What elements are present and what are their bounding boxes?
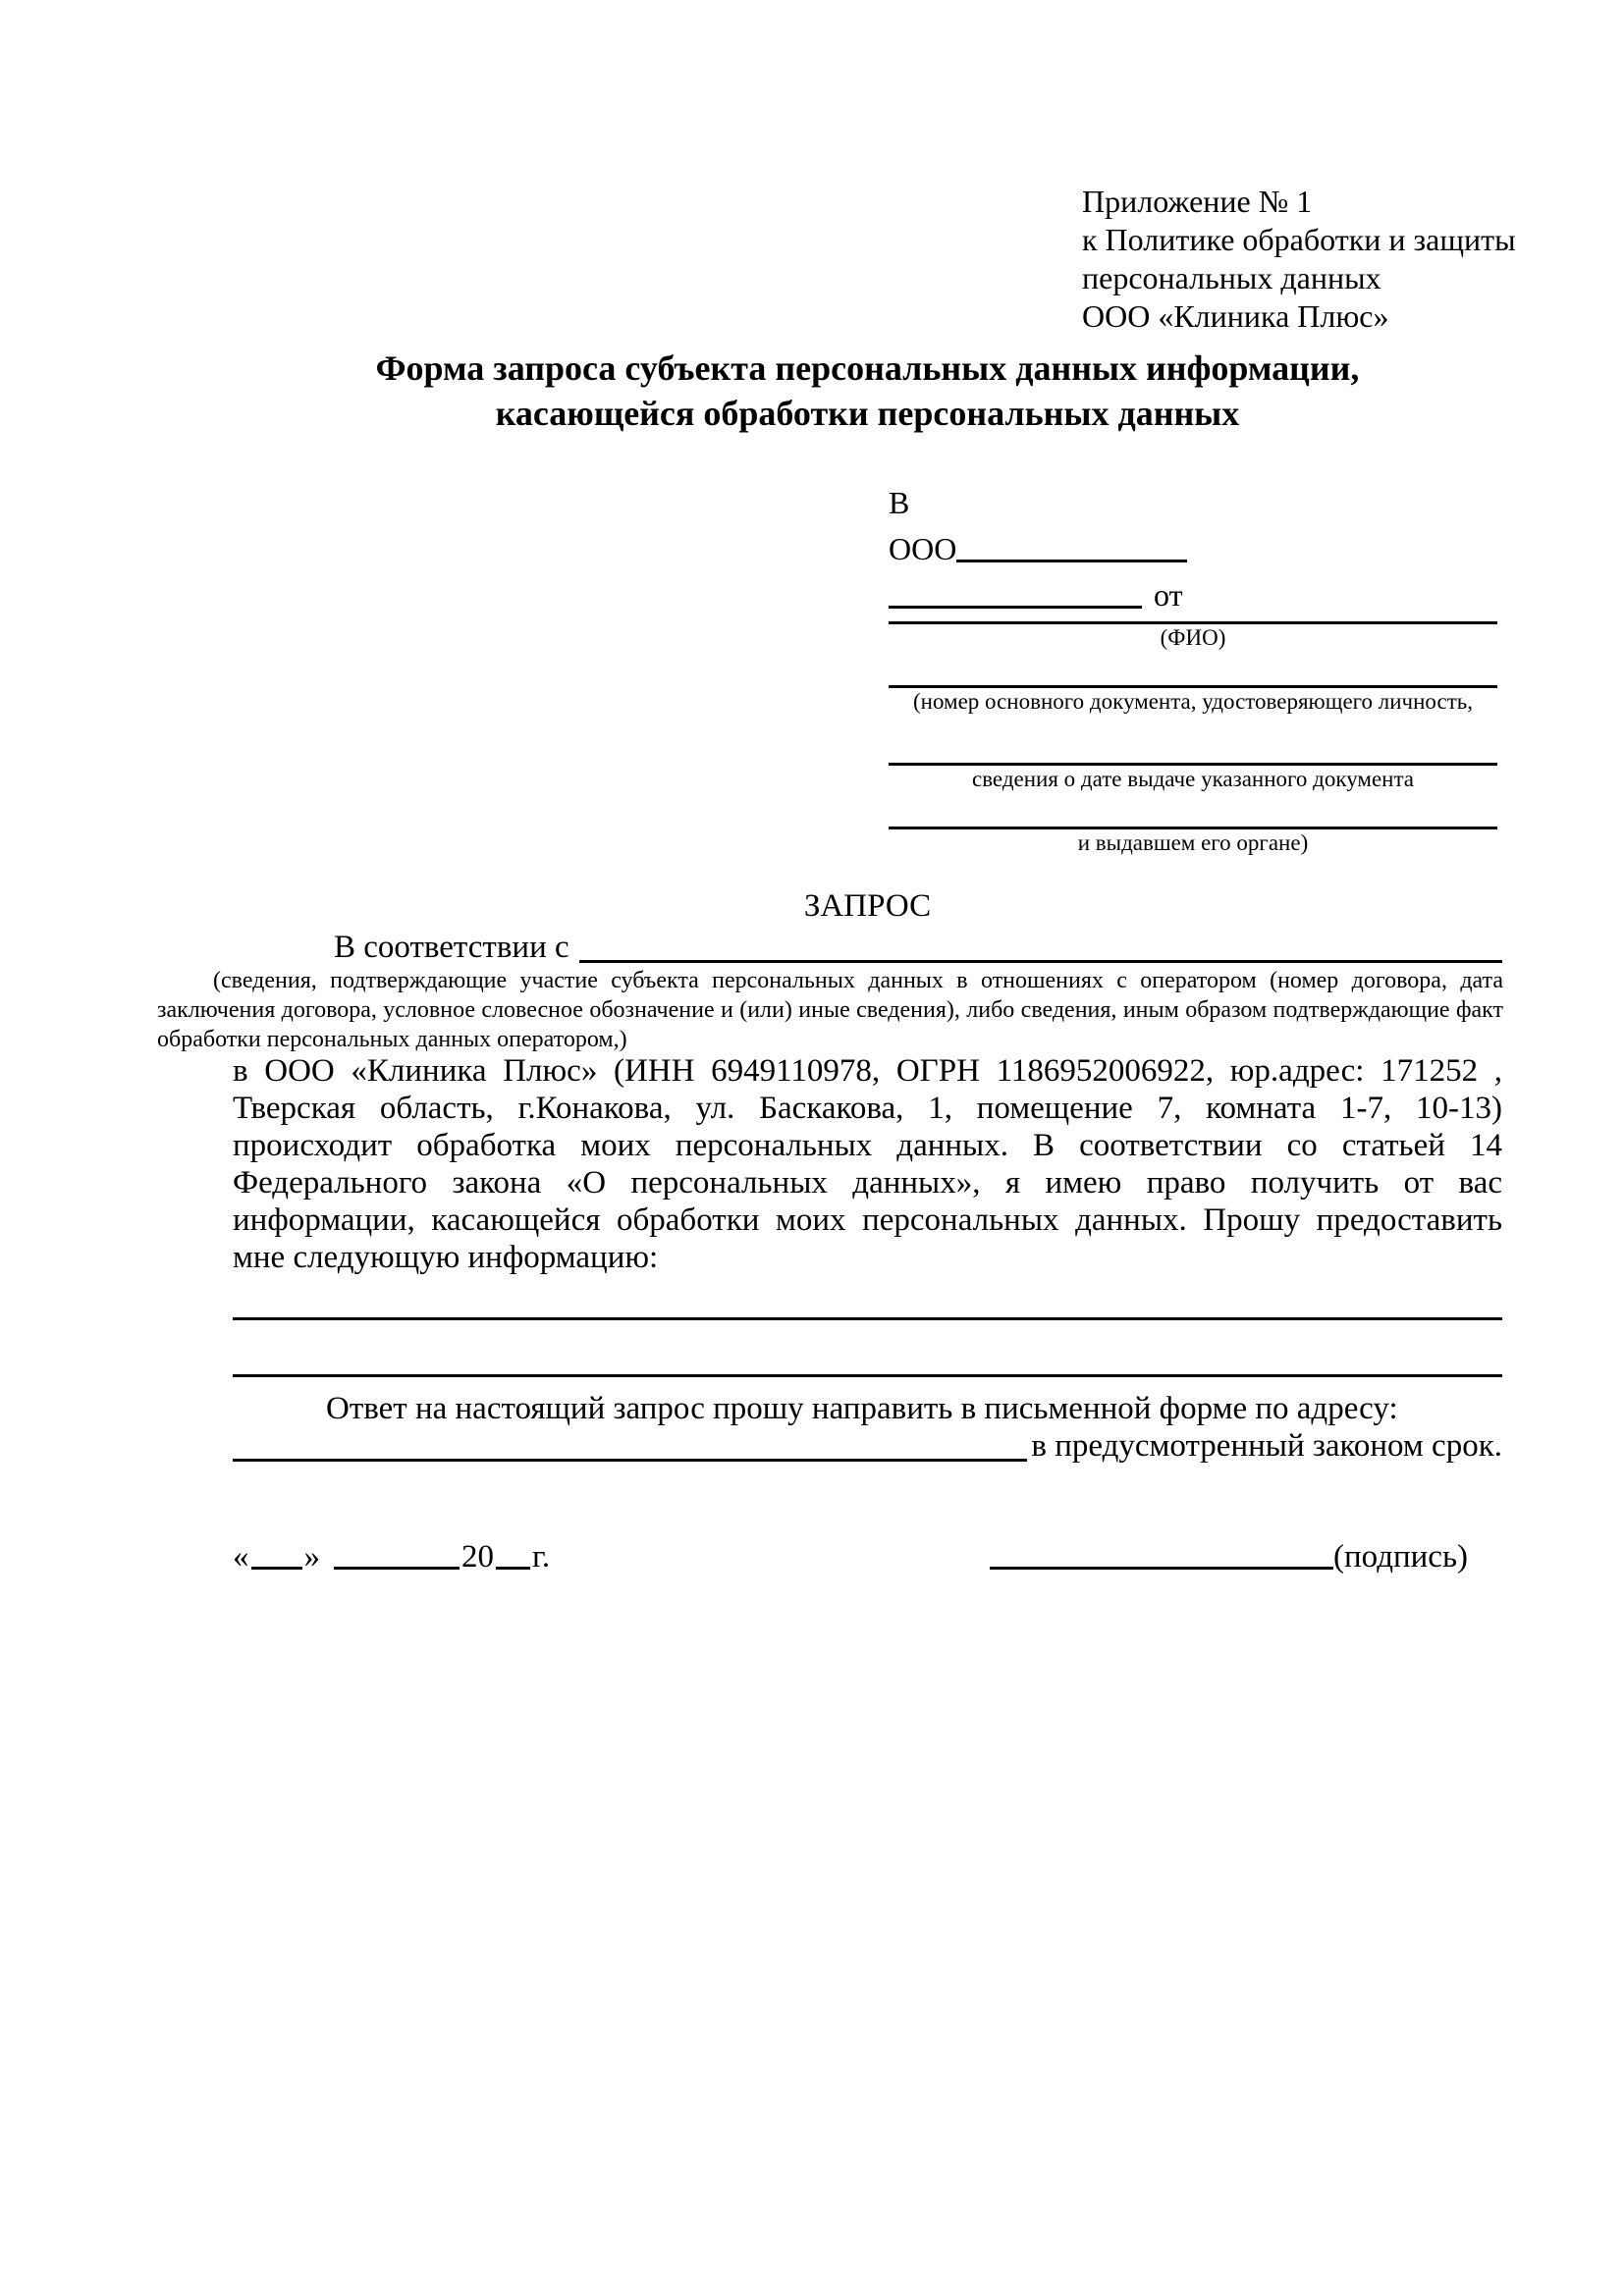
info-blank-field: [233, 1317, 1502, 1320]
reply-address-line: [233, 1425, 1502, 1467]
date-group: [233, 1531, 550, 1577]
from-blank-field: [889, 574, 1142, 609]
reply-suffix: в предусмотренный законом срок.: [1031, 1428, 1502, 1464]
date-year-suffix: г.: [532, 1539, 551, 1575]
issue-date-caption: сведения о дате выдаче указанного документа: [971, 767, 1415, 791]
issuer-caption: и выдавшем его органе): [1077, 830, 1309, 855]
date-day-blank-field: [251, 1534, 302, 1570]
org-name-blank-field: [956, 528, 1187, 562]
date-year-prefix: 20: [461, 1539, 494, 1575]
date-month-blank-field: [334, 1534, 460, 1570]
signature-blank-field: [990, 1534, 1333, 1570]
fio-blank-field: [889, 617, 1497, 624]
date-quote-close: »: [303, 1539, 320, 1575]
document-title-line: касающейся обработки персональных данных: [495, 394, 1240, 433]
doc-number-caption: (номер основного документа, удостоверяющего личность,: [912, 689, 1473, 714]
addressee-org-prefix: ООО: [889, 531, 957, 566]
doc-number-blank-field: [889, 681, 1497, 688]
addressee-to-prefix: В: [889, 485, 910, 520]
accordance-blank-field: [579, 960, 1502, 963]
issuer-blank-field: [889, 823, 1497, 829]
reply-request-paragraph: Ответ на настоящий запрос прошу направить в письменной форме по адресу:: [326, 1391, 1398, 1426]
date-quote-open: «: [233, 1539, 249, 1575]
addressee-from-suffix: от: [1154, 577, 1183, 613]
request-heading: ЗАПРОС: [803, 888, 932, 924]
appendix-header: [1082, 183, 1516, 336]
appendix-header-line: Приложение № 1: [1082, 184, 1313, 219]
appendix-header-line: ООО «Клиника Плюс»: [1082, 298, 1389, 334]
signature-caption: (подпись): [1333, 1539, 1468, 1575]
date-year-blank-field: [496, 1534, 530, 1570]
document-title: [233, 346, 1502, 436]
reply-address-blank-field: [233, 1459, 1027, 1462]
addressee-org-line: [889, 525, 1497, 571]
addressee-block: [889, 481, 1497, 856]
info-blank-field: [233, 1374, 1502, 1377]
accordance-line: [233, 927, 1502, 968]
issue-date-blank-field: [889, 759, 1497, 766]
document-title-line: Форма запроса субъекта персональных данных информации,: [375, 348, 1360, 388]
accordance-prefix: В соответствии с: [334, 930, 569, 965]
signature-group: [990, 1531, 1468, 1577]
fio-caption: (ФИО): [1160, 625, 1226, 650]
date-signature-row: [233, 1531, 1468, 1577]
request-body-paragraph: в ООО «Клиника Плюс» (ИНН 6949110978, ОГРН 1186952006922, юр.адрес: 171252 , Тверская область, г.Конакова, ул. Баскакова, 1, помещение 7, комната 1-7, 10-13) происходит обработка моих персональных данных. В соответствии со статьей 14 Федерального закона «О персональных данных», я имею право получить от вас информации, касающейся обработки моих персональных данных. Прошу предоставить мне следующую информацию:: [233, 1053, 1502, 1275]
appendix-header-line: к Политике обработки и защиты: [1082, 222, 1516, 257]
explanatory-note: (сведения, подтверждающие участие субъекта персональных данных в отношениях с оператором (номер договора, дата заключения договора, условное словесное обозначение и (или) иные сведения), либо сведения, иным образом подтверждающие факт обработки персональных данных оператором,): [157, 968, 1503, 1052]
addressee-from-line: [889, 571, 1497, 617]
appendix-header-line: персональных данных: [1082, 260, 1381, 295]
